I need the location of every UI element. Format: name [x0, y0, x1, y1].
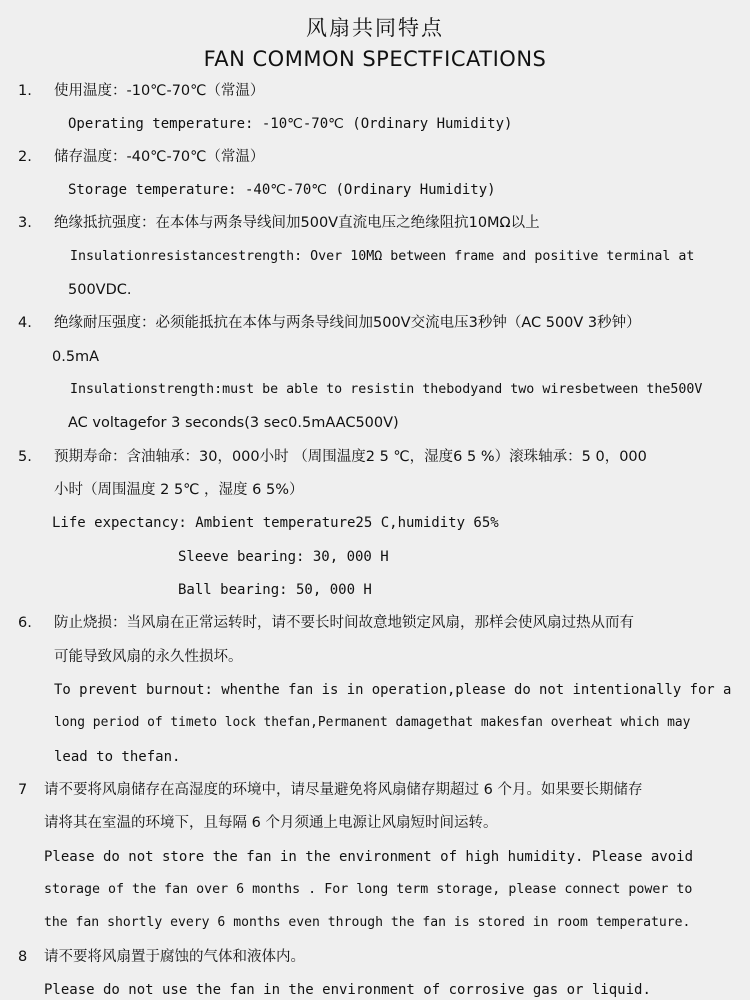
item-number: 3.: [18, 215, 32, 231]
item-line-en: AC voltagefor 3 seconds(3 sec0.5mAAC500V): [68, 415, 399, 431]
item-line-en: storage of the fan over 6 months . For long term storage, please connect power to: [44, 882, 693, 897]
item-line-en: Sleeve bearing: 30, 000 H: [178, 549, 389, 565]
item-number: 6.: [18, 615, 32, 631]
item-line-cn: 可能导致风扇的永久性损坏。: [54, 649, 243, 665]
item-number: 7: [18, 782, 28, 798]
item-line-cn: 预期寿命：含油轴承：30，000小时 （周围温度2 5 ℃，湿度6 5 %）滚珠轴承：5 0，000: [54, 449, 647, 465]
item-line-en: Operating temperature: -10℃-70℃ (Ordinary Humidity): [68, 116, 513, 132]
item-number: 2.: [18, 149, 32, 165]
item-line-en: 0.5mA: [52, 349, 100, 365]
item-line-en: Storage temperature: -40℃-70℃ (Ordinary Humidity): [68, 182, 496, 198]
item-line-cn: 绝缘抵抗强度：在本体与两条导线间加500V直流电压之绝缘阻抗10MΩ以上: [54, 215, 540, 231]
item-number: 4.: [18, 315, 32, 331]
item-line-en: Please do not use the fan in the environment of corrosive gas or liquid.: [44, 982, 651, 998]
item-line-en: lead to thefan.: [54, 749, 181, 765]
item-line-cn: 请不要将风扇储存在高湿度的环境中，请尽量避免将风扇储存期超过 6 个月。如果要长期储存: [44, 782, 643, 798]
item-number: 1.: [18, 83, 32, 99]
item-line-en: Insulationresistancestrength: Over 10MΩ between frame and positive terminal at: [70, 249, 695, 264]
item-line-cn: 储存温度：-40℃-70℃（常温）: [54, 149, 265, 165]
item-line-en: To prevent burnout: whenthe fan is in operation,please do not intentionally for a: [54, 682, 732, 698]
item-line-en: long period of timeto lock thefan,Permanent damagethat makesfan overheat which may: [54, 715, 691, 730]
item-line-cn: 请将其在室温的环境下，且每隔 6 个月须通上电源让风扇短时间运转。: [44, 815, 498, 831]
item-line-cn: 小时（周围温度 2 5℃ ，湿度 6 5%）: [54, 482, 304, 498]
item-line-en: 500VDC.: [68, 282, 132, 298]
item-line-en: Insulationstrength:must be able to resistin thebodyand two wiresbetween the500V: [70, 382, 703, 397]
item-line-cn: 请不要将风扇置于腐蚀的气体和液体内。: [44, 949, 305, 965]
item-number: 5.: [18, 449, 32, 465]
item-line-cn: 使用温度：-10℃-70℃（常温）: [54, 83, 265, 99]
item-line-en: the fan shortly every 6 months even through the fan is stored in room temperature.: [44, 915, 691, 930]
item-line-en: Please do not store the fan in the environment of high humidity. Please avoid: [44, 849, 694, 865]
item-line-cn: 防止烧损：当风扇在正常运转时，请不要长时间故意地锁定风扇，那样会使风扇过热从而有: [54, 615, 634, 631]
title-english: FAN COMMON SPECTFICATIONS: [203, 47, 547, 71]
title-chinese: 风扇共同特点: [306, 16, 444, 40]
item-number: 8: [18, 949, 28, 965]
item-line-cn: 绝缘耐压强度：必须能抵抗在本体与两条导线间加500V交流电压3秒钟（AC 500V 3秒钟）: [54, 315, 641, 331]
item-line-en: Ball bearing: 50, 000 H: [178, 582, 372, 598]
item-line-en: Life expectancy: Ambient temperature25 C,humidity 65%: [52, 515, 499, 531]
